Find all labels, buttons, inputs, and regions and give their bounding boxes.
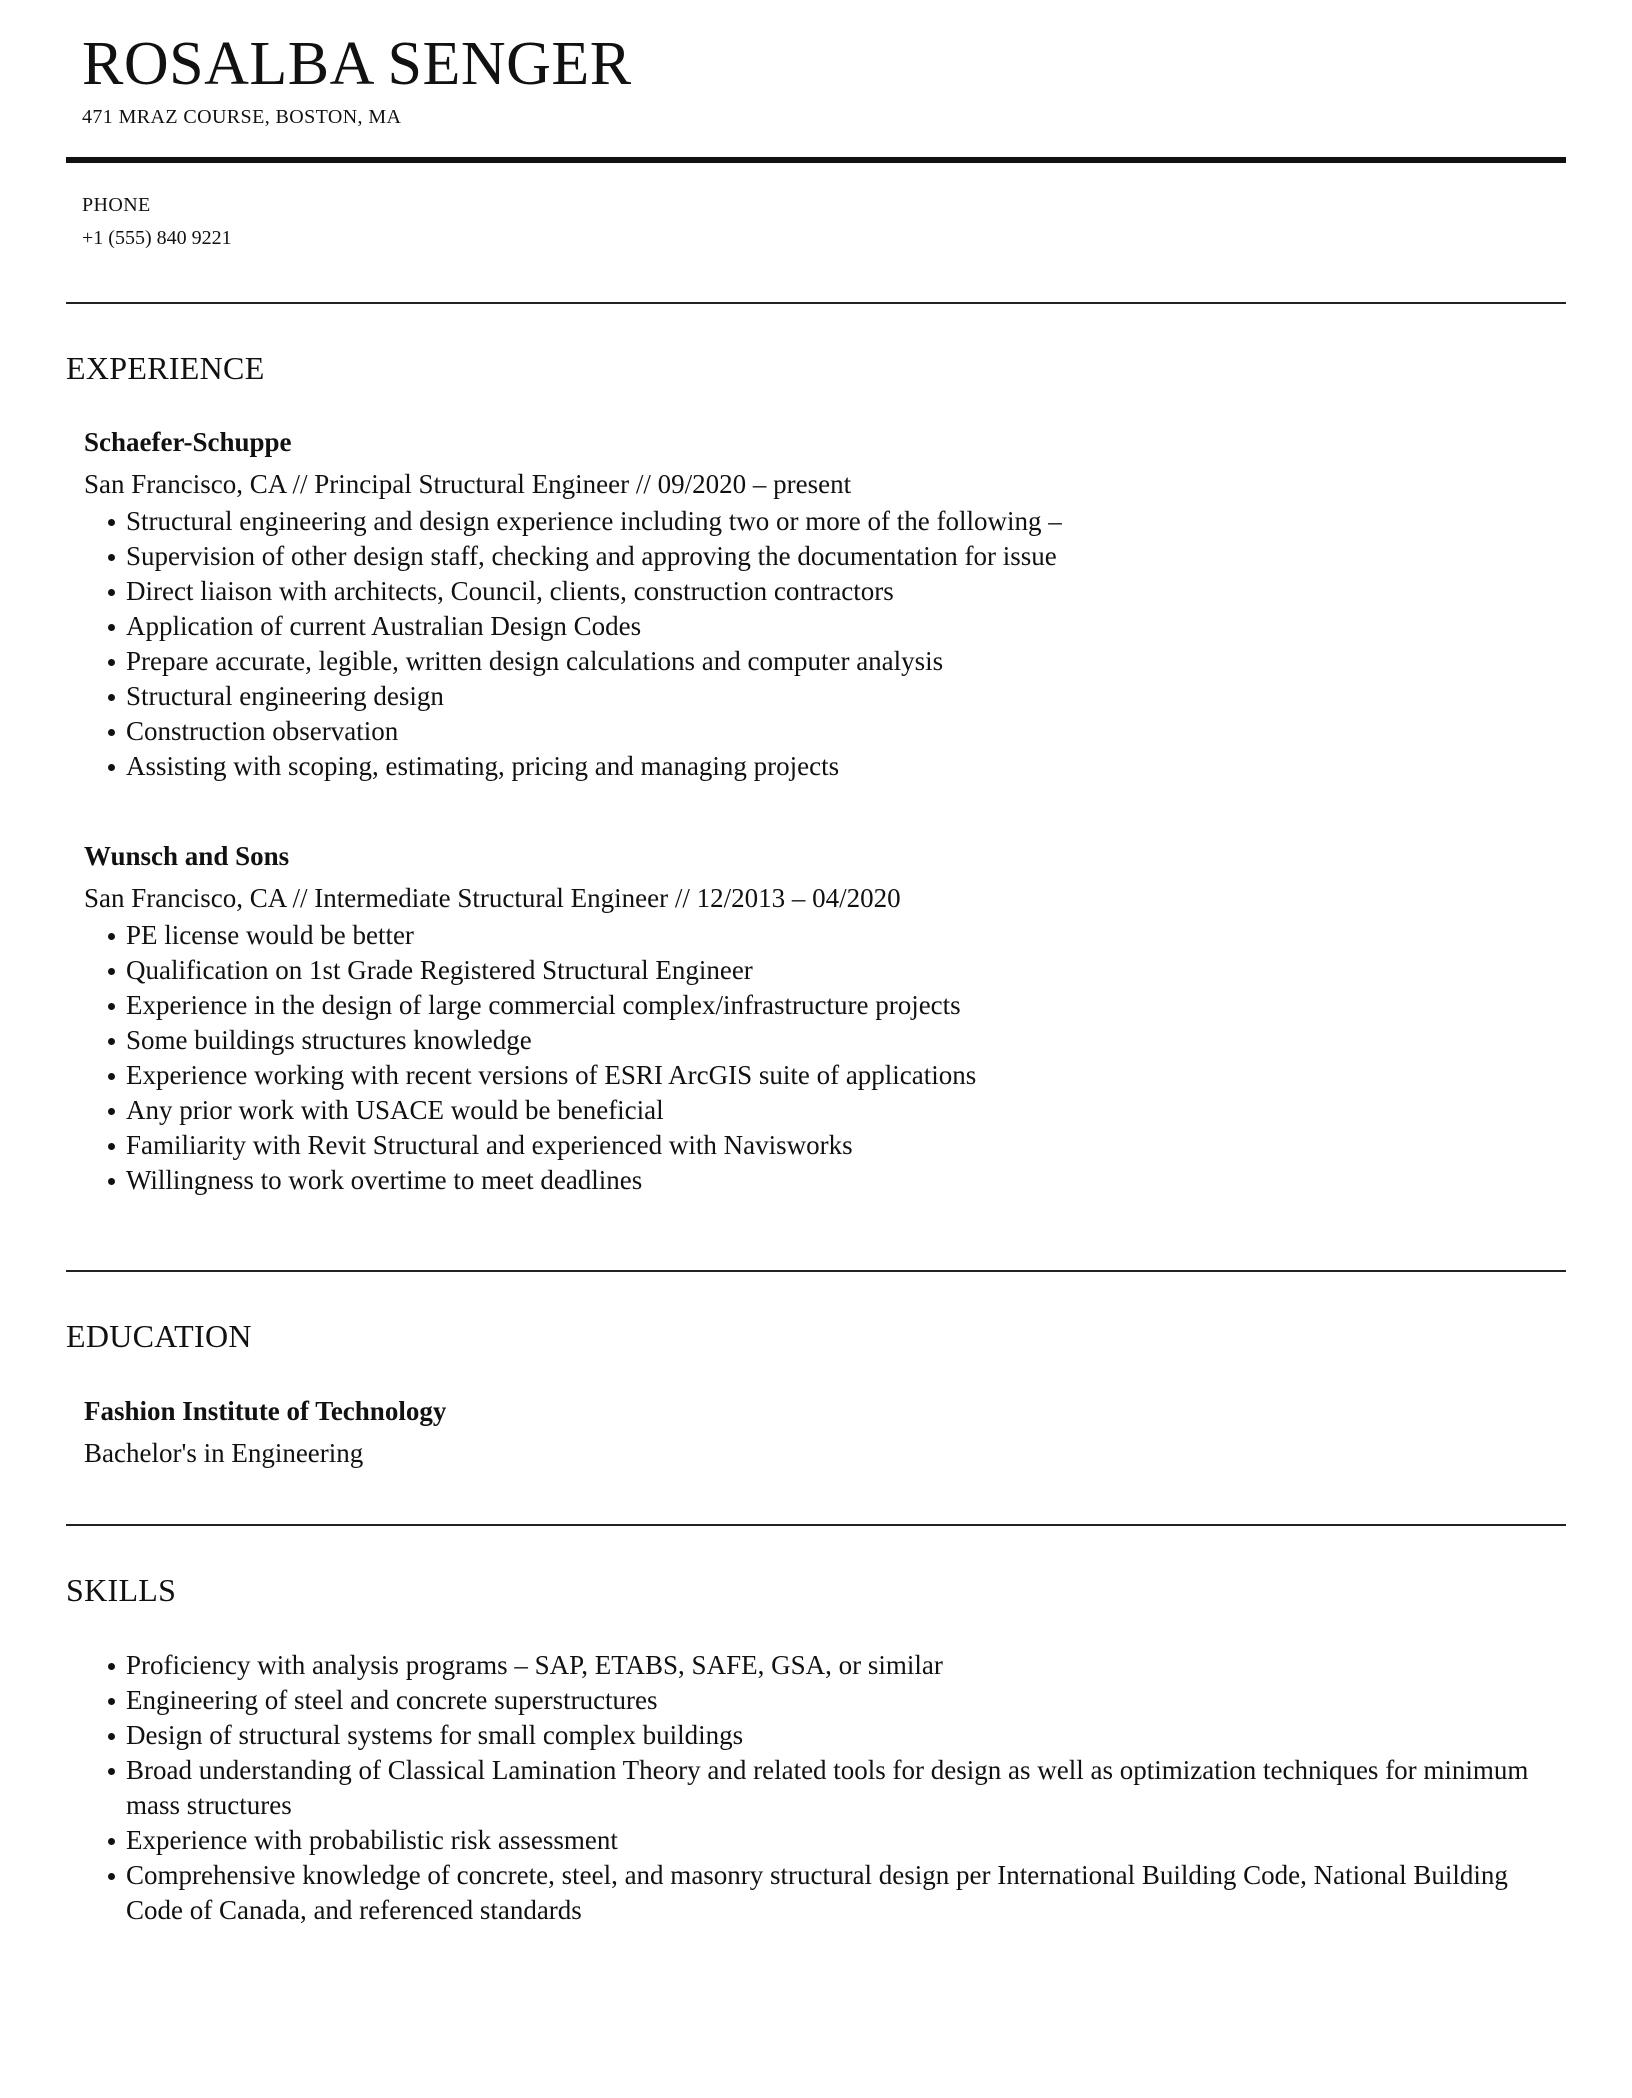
skills-list-container — [84, 1648, 1564, 1928]
job-bullet: Experience in the design of large commercial complex/infrastructure projects — [108, 988, 1564, 1023]
job-bullet: Qualification on 1st Grade Registered Structural Engineer — [108, 953, 1564, 988]
job-bullet-list — [84, 918, 1564, 1198]
education-divider — [66, 1524, 1566, 1526]
job-bullet: Willingness to work overtime to meet deadlines — [108, 1163, 1564, 1198]
education-degree: Bachelor's in Engineering — [84, 1438, 364, 1468]
job-meta: San Francisco, CA // Principal Structural Engineer // 09/2020 – present — [84, 469, 852, 499]
job-bullet: Structural engineering and design experience including two or more of the following – — [108, 504, 1564, 539]
job-bullet: Direct liaison with architects, Council, clients, construction contractors — [108, 574, 1564, 609]
job-bullet: Experience working with recent versions of ESRI ArcGIS suite of applications — [108, 1058, 1564, 1093]
job-bullet: Assisting with scoping, estimating, pricing and managing projects — [108, 749, 1564, 784]
skill-item: Broad understanding of Classical Lamination Theory and related tools for design as well as optimization techniques for minimum mass structures — [108, 1753, 1564, 1823]
candidate-address: 471 MRAZ COURSE, BOSTON, MA — [82, 106, 402, 128]
education-entry — [84, 1393, 1564, 1471]
contact-divider — [66, 302, 1566, 304]
skill-item: Comprehensive knowledge of concrete, steel, and masonry structural design per International Building Code, National Building Code of Canada, and referenced standards — [108, 1858, 1564, 1928]
job-bullet: Construction observation — [108, 714, 1564, 749]
header-divider — [66, 157, 1566, 163]
job-company: Wunsch and Sons — [84, 841, 290, 871]
experience-divider — [66, 1270, 1566, 1272]
job-bullet: Prepare accurate, legible, written design calculations and computer analysis — [108, 644, 1564, 679]
job-entry — [84, 424, 1564, 784]
skill-item: Experience with probabilistic risk assessment — [108, 1823, 1564, 1858]
job-meta: San Francisco, CA // Intermediate Structural Engineer // 12/2013 – 04/2020 — [84, 883, 901, 913]
phone-label: PHONE — [82, 194, 151, 216]
skills-bullet-list — [84, 1648, 1564, 1928]
job-bullet: Application of current Australian Design Codes — [108, 609, 1564, 644]
skill-item: Engineering of steel and concrete superstructures — [108, 1683, 1564, 1718]
job-bullet: PE license would be better — [108, 918, 1564, 953]
job-bullet-list — [84, 504, 1564, 784]
experience-heading: EXPERIENCE — [66, 350, 265, 386]
education-heading: EDUCATION — [66, 1318, 252, 1354]
candidate-name: ROSALBA SENGER — [82, 30, 632, 98]
job-bullet: Familiarity with Revit Structural and experienced with Navisworks — [108, 1128, 1564, 1163]
skill-item: Proficiency with analysis programs – SAP, ETABS, SAFE, GSA, or similar — [108, 1648, 1564, 1683]
job-bullet: Any prior work with USACE would be beneficial — [108, 1093, 1564, 1128]
job-bullet: Supervision of other design staff, checking and approving the documentation for issue — [108, 539, 1564, 574]
education-school: Fashion Institute of Technology — [84, 1396, 447, 1426]
job-bullet: Some buildings structures knowledge — [108, 1023, 1564, 1058]
skill-item: Design of structural systems for small complex buildings — [108, 1718, 1564, 1753]
job-bullet: Structural engineering design — [108, 679, 1564, 714]
skills-heading: SKILLS — [66, 1572, 177, 1608]
phone-value: +1 (555) 840 9221 — [82, 227, 232, 249]
job-company: Schaefer-Schuppe — [84, 427, 292, 457]
job-entry — [84, 838, 1564, 1198]
